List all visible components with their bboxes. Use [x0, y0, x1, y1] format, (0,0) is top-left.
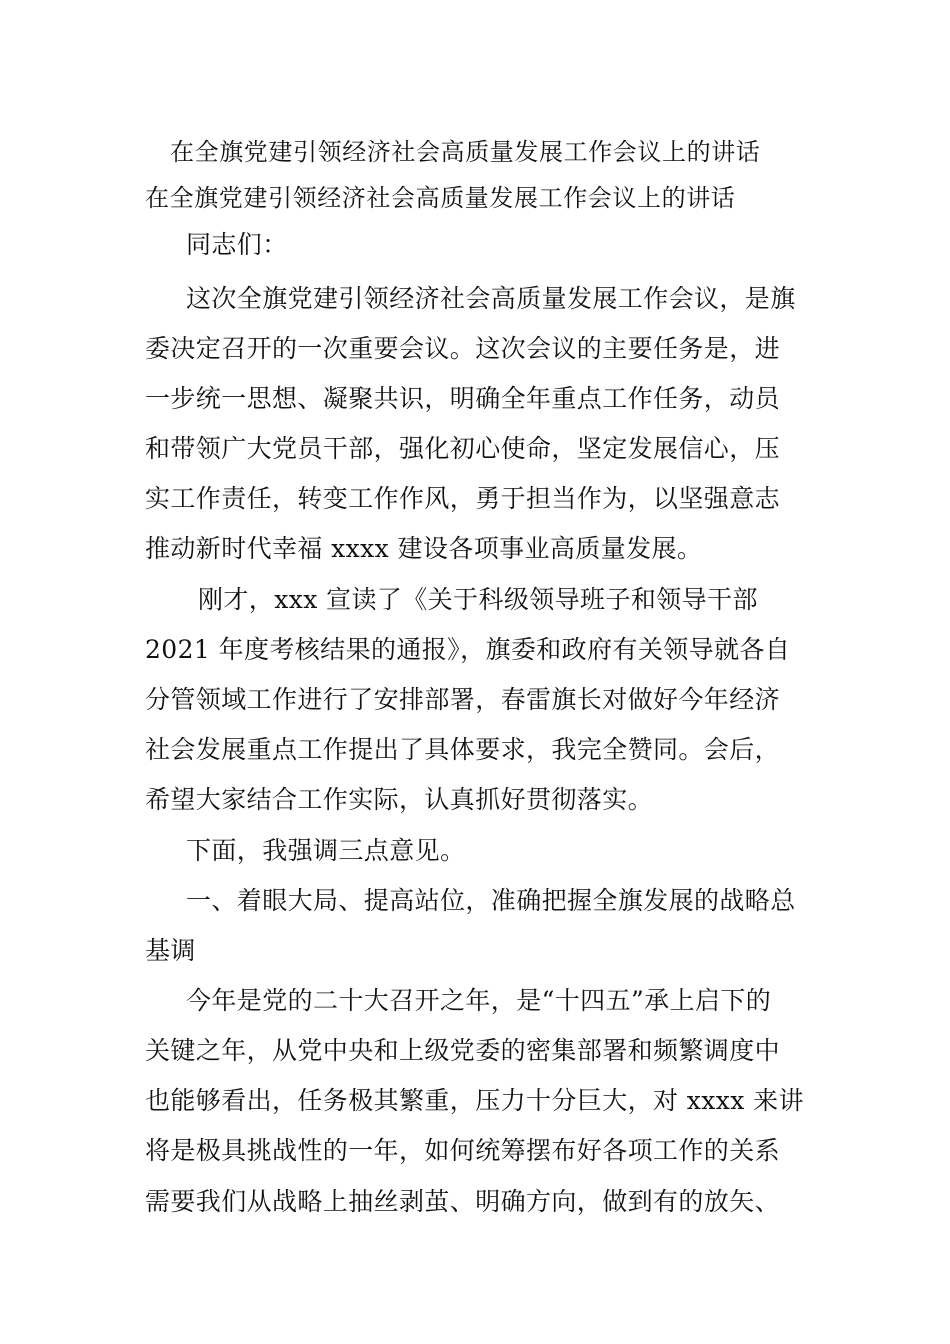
paragraph-line: 也能够看出，任务极其繁重，压力十分巨大，对 xxxx 来讲 [145, 1086, 804, 1115]
paragraph-line: 实工作责任，转变工作作风，勇于担当作为，以坚强意志 [145, 484, 781, 513]
paragraph-line: 关键之年，从党中央和上级党委的密集部署和频繁调度中 [145, 1036, 781, 1065]
section-heading-line: 一、着眼大局、提高站位，准确把握全旗发展的战略总 [186, 886, 796, 915]
paragraph-line: 刚才，xxx 宣读了《关于科级领导班子和领导干部 [198, 585, 758, 614]
paragraph-line: 2021 年度考核结果的通报》，旗委和政府有关领导就各自 [145, 635, 791, 664]
section-heading-line: 基调 [145, 936, 196, 965]
paragraph-line: 分管领域工作进行了安排部署，春雷旗长对做好今年经济 [145, 685, 781, 714]
paragraph-line: 将是极具挑战性的一年，如何统筹摆布好各项工作的关系 [145, 1136, 781, 1165]
greeting: 同志们： [186, 230, 288, 259]
document-title-header: 在全旗党建引领经济社会高质量发展工作会议上的讲话 [170, 138, 761, 166]
paragraph-line: 需要我们从战略上抽丝剥茧、明确方向，做到有的放矢、 [145, 1187, 781, 1216]
paragraph-line: 希望大家结合工作实际，认真抓好贯彻落实。 [145, 785, 654, 814]
paragraph-line: 推动新时代幸福 xxxx 建设各项事业高质量发展。 [145, 534, 703, 563]
paragraph-line: 今年是党的二十大召开之年，是“十四五”承上启下的 [186, 986, 772, 1015]
paragraph-line: 下面，我强调三点意见。 [186, 836, 466, 865]
paragraph-line: 和带领广大党员干部，强化初心使命，坚定发展信心，压 [145, 434, 781, 463]
paragraph-line: 社会发展重点工作提出了具体要求，我完全赞同。会后， [145, 735, 781, 764]
paragraph-line: 一步统一思想、凝聚共识，明确全年重点工作任务，动员 [145, 384, 781, 413]
paragraph-line: 委决定召开的一次重要会议。这次会议的主要任务是，进 [145, 334, 781, 363]
document-title: 在全旗党建引领经济社会高质量发展工作会议上的讲话 [145, 184, 736, 212]
paragraph-line: 这次全旗党建引领经济社会高质量发展工作会议，是旗 [186, 284, 796, 313]
